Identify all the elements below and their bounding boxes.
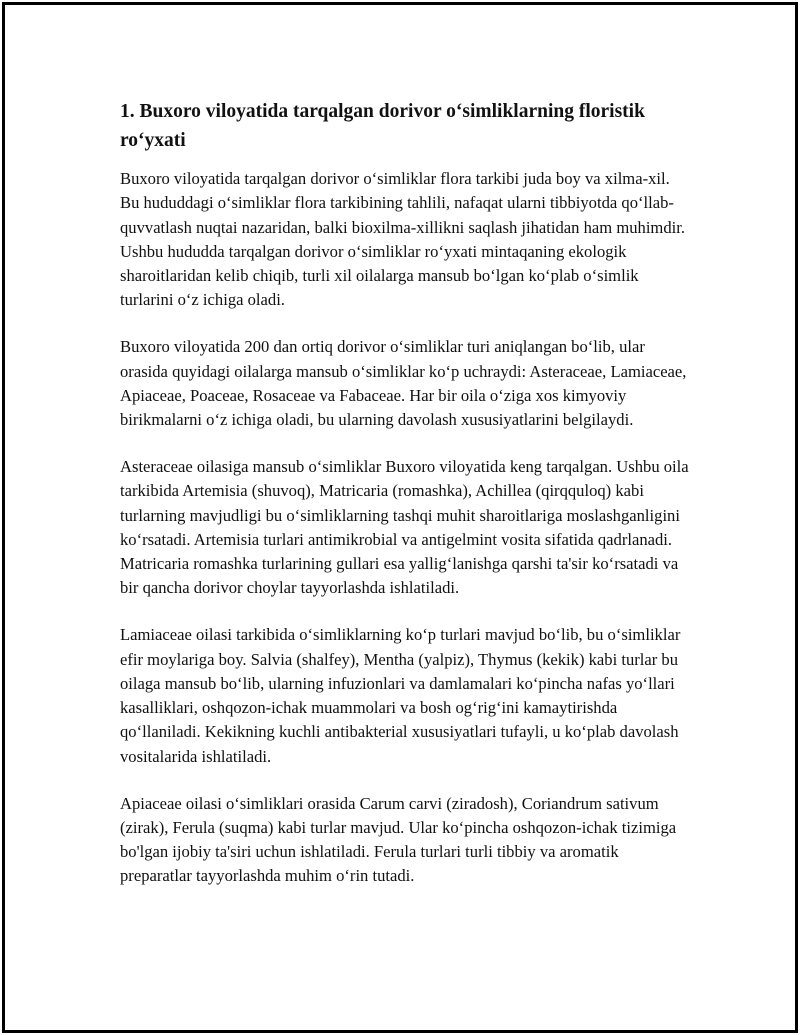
paragraph-overview: Buxoro viloyatida tarqalgan dorivor oʻsimliklar flora tarkibi juda boy va xilma-xil. Bu hududdagi oʻsimliklar flora tarkibining tahlili, nafaqat ularni tibbiyotda qoʻllab-quvvatlash nuqtai nazaridan, balki bioxilma-xillikni saqlash jihatidan ham muhimdir. Ushbu hududda tarqalgan dorivor oʻsimliklar roʻyxati mintaqaning ekologik sharoitlaridan kelib chiqib, turli xil oilalarga mansub boʻlgan koʻplab oʻsimlik turlarini oʻz ichiga oladi.: [120, 169, 685, 310]
document-title: 1. Buxoro viloyatida tarqalgan dorivor oʻsimliklarning floristik roʻyxati: [120, 101, 645, 151]
paragraph-apiaceae: Apiaceae oilasi oʻsimliklari orasida Carum carvi (ziradosh), Coriandrum sativum (zirak), Ferula (suqma) kabi turlar mavjud. Ular koʻpincha oshqozon-ichak tizimiga bo'lgan ijobiy ta'siri uchun ishlatiladi. Ferula turlari turli tibbiy va aromatik preparatlar tayyorlashda muhim oʻrin tutadi.: [120, 793, 677, 886]
page-frame: [2, 2, 798, 1033]
paragraph-asteraceae: Asteraceae oilasiga mansub oʻsimliklar Buxoro viloyatida keng tarqalgan. Ushbu oila tarkibida Artemisia (shuvoq), Matricaria (romashka), Achillea (qirqquloq) kabi turlarning mavjudligi bu oʻsimliklarning tashqi muhit sharoitlariga moslashganligini koʻrsatadi. Artemisia turlari antimikrobial va antigelmint vosita sifatida qadrlanadi. Matricaria romashka turlarining gullari esa yallig‘lanishga qarshi ta'sir koʻrsatadi va bir qancha dorivor choylar tayyorlashda ishlatiladi.: [120, 456, 689, 598]
paragraph-lamiaceae: Lamiaceae oilasi tarkibida oʻsimliklarning koʻp turlari mavjud boʻlib, bu oʻsimliklar efir moylariga boy. Salvia (shalfey), Mentha (yalpiz), Thymus (kekik) kabi turlar bu oilaga mansub boʻlib, ularning infuzionlari va damlamalari koʻpincha nafas yoʻllari kasalliklari, oshqozon-ichak muammolari va bosh ogʻrigʻini kamaytirishda qoʻllaniladi. Kekikning kuchli antibakterial xususiyatlari tufayli, u koʻplab davolash vositalarida ishlatiladi.: [120, 625, 681, 766]
document-body: [120, 97, 692, 911]
paragraph-families: Buxoro viloyatida 200 dan ortiq dorivor oʻsimliklar turi aniqlangan boʻlib, ular orasida quyidagi oilalarga mansub oʻsimliklar koʻp uchraydi: Asteraceae, Lamiaceae, Apiaceae, Poaceae, Rosaceae va Fabaceae. Har bir oila oʻziga xos kimyoviy birikmalarni oʻz ichiga oladi, bu ularning davolash xususiyatlarini belgilaydi.: [120, 337, 687, 430]
